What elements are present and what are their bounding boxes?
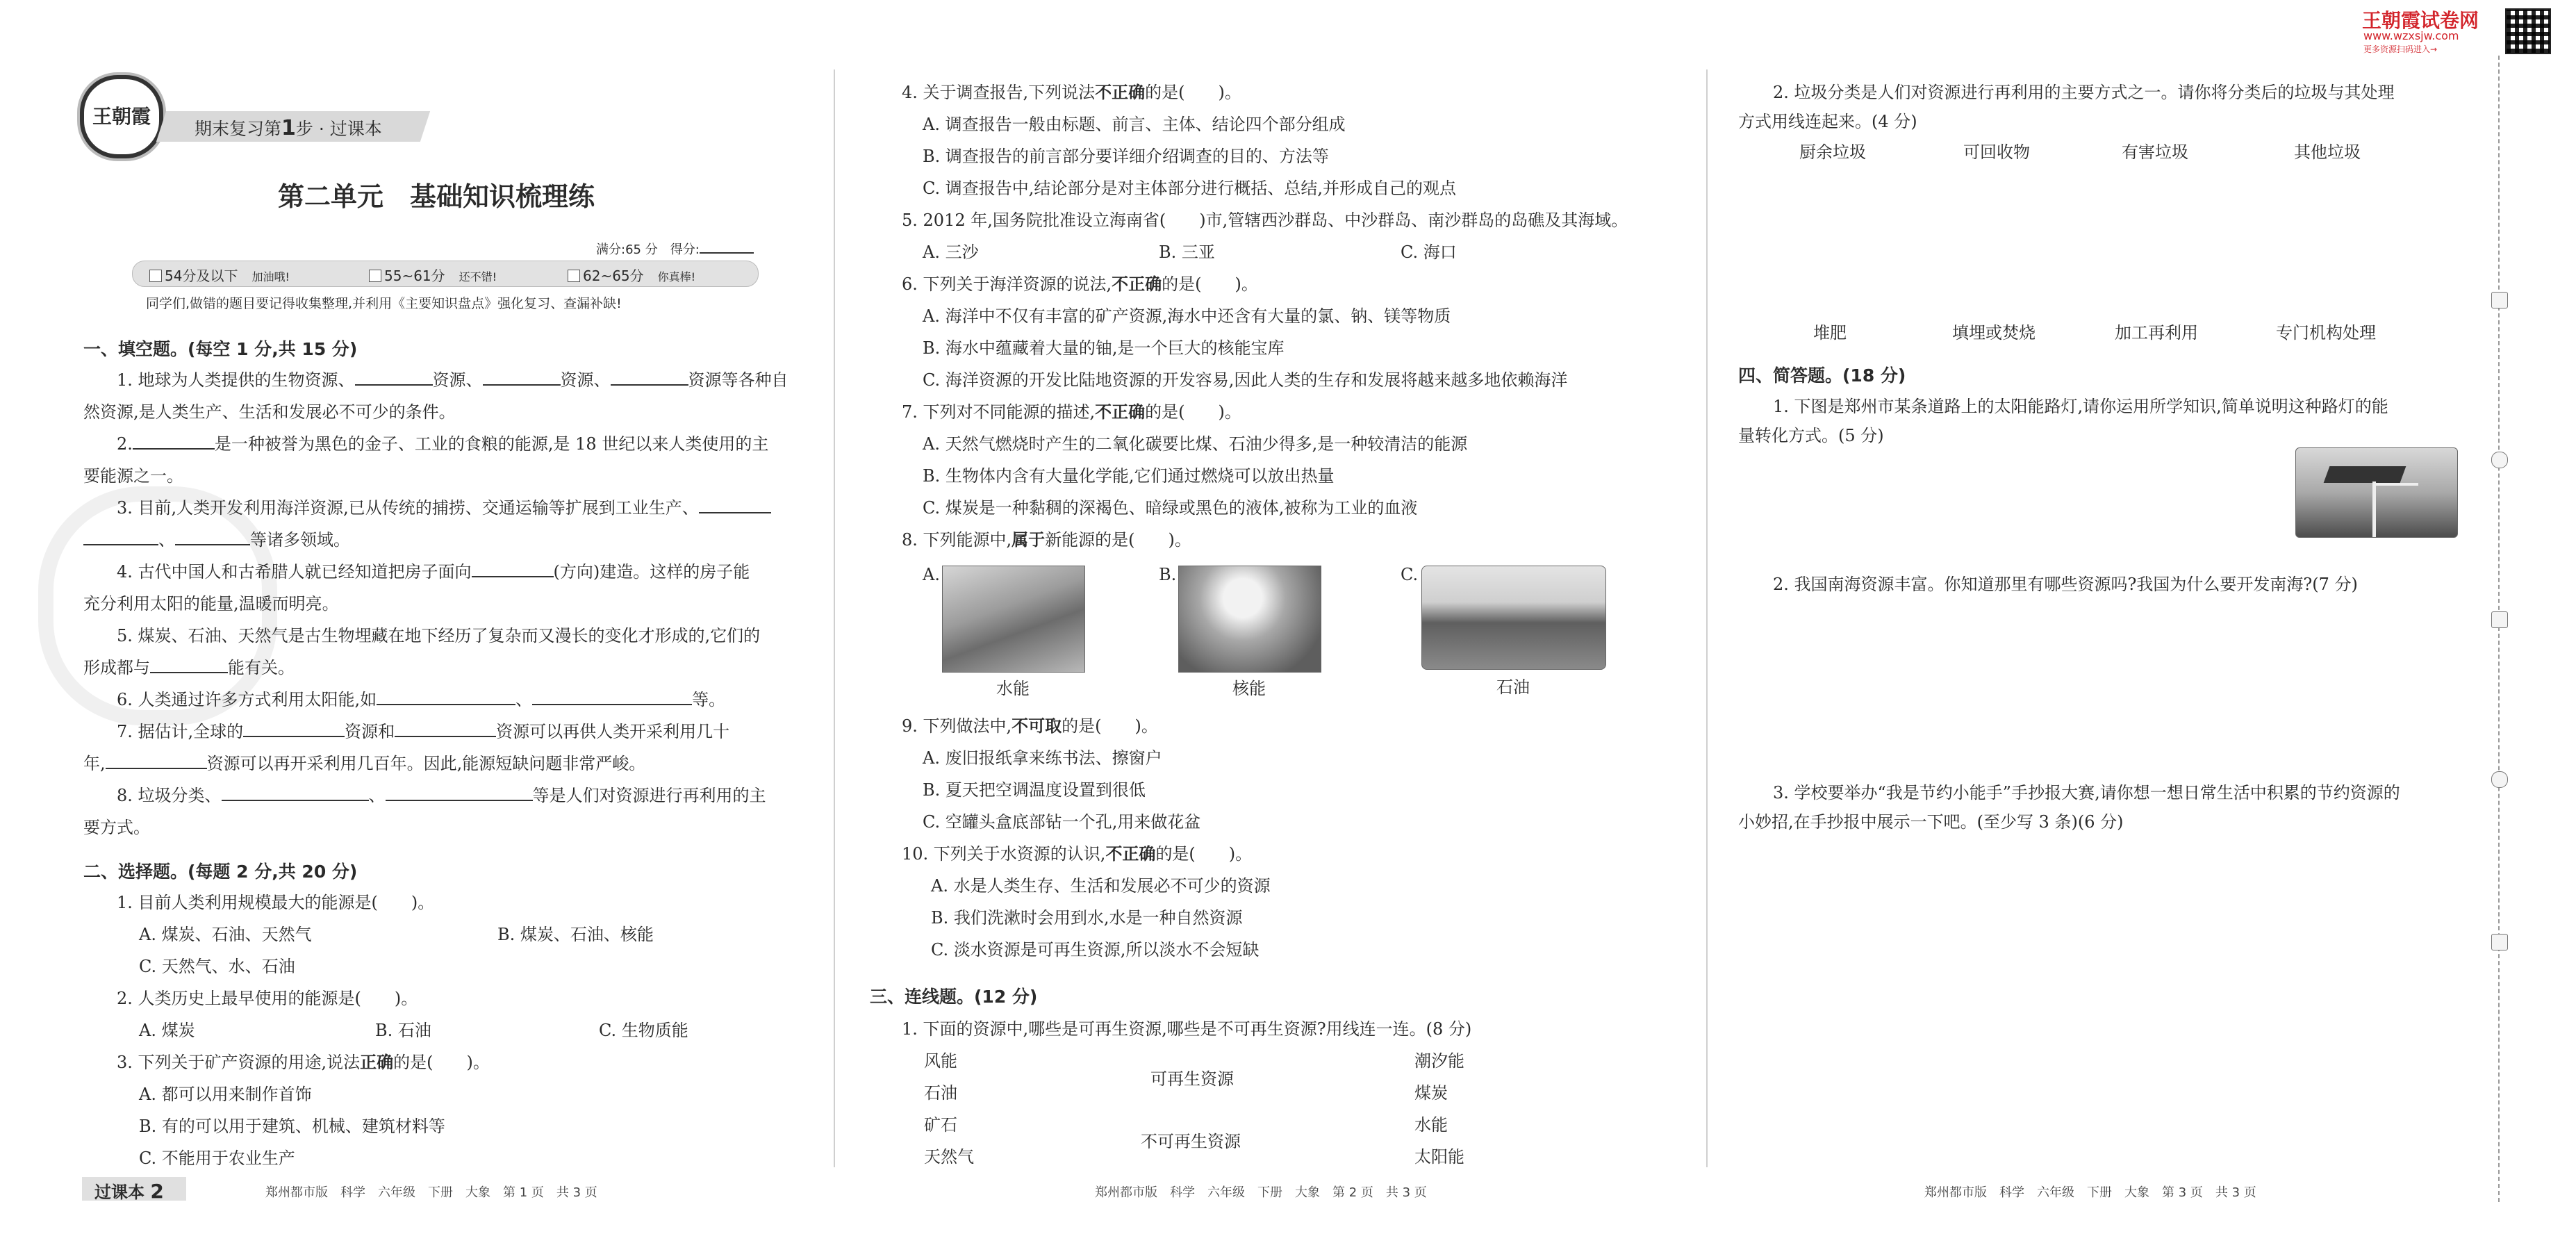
- review-banner-text: 期末复习第1步 · 过课本: [195, 116, 382, 140]
- fill-q2-line1: 2. 是一种被誉为黑色的金子、工业的食粮的能源,是 18 世纪以来人类使用的主: [117, 434, 769, 454]
- treatment-1[interactable]: 堆肥: [1813, 323, 1847, 343]
- page-divider-2: [1706, 69, 1708, 1167]
- choice-q2-c[interactable]: C. 生物质能: [599, 1021, 688, 1040]
- page1-footer-label: 过课本 2: [94, 1180, 164, 1203]
- page2-footer: 郑州都市版 科学 六年级 下册 大象 第 2 页 共 3 页: [1095, 1185, 1427, 1200]
- match-right-3[interactable]: 水能: [1414, 1115, 1448, 1135]
- choice-q3-a[interactable]: A. 都可以用来制作首饰: [139, 1085, 312, 1104]
- choice-q2-b[interactable]: B. 石油: [375, 1021, 431, 1040]
- full-score: 满分:65 分 得分:: [596, 240, 754, 258]
- match-right-4[interactable]: 太阳能: [1414, 1147, 1464, 1167]
- page3-footer: 郑州都市版 科学 六年级 下册 大象 第 3 页 共 3 页: [1924, 1185, 2256, 1200]
- choice-q4: 4. 关于调查报告,下列说法不正确的是( )。: [902, 82, 1241, 102]
- brand-tagline: 更多资源扫码进入→: [2363, 44, 2438, 54]
- score-level-3[interactable]: 62~65分 你真棒!: [568, 265, 695, 285]
- choice-q9-a[interactable]: A. 废旧报纸拿来练书法、擦窗户: [923, 748, 1162, 768]
- waste-type-2[interactable]: 可回收物: [1963, 142, 2030, 162]
- short-q1-line2: 量转化方式。(5 分): [1738, 426, 1884, 445]
- choice-q1-c[interactable]: C. 天然气、水、石油: [139, 957, 295, 976]
- binding-dashed-line: [2498, 56, 2500, 1202]
- match-left-2[interactable]: 石油: [924, 1083, 957, 1103]
- binding-marker-5-icon: [2491, 934, 2508, 950]
- binding-marker-2-icon: [2491, 452, 2508, 468]
- fill-q7-line1: 7. 据估计,全球的 资源和 资源可以再供人类开采利用几十: [117, 722, 730, 741]
- choice-q7-a[interactable]: A. 天然气燃烧时产生的二氧化碳要比煤、石油少得多,是一种较清洁的能源: [923, 434, 1468, 454]
- match-right-1[interactable]: 潮汐能: [1414, 1051, 1464, 1071]
- binding-marker-3-icon: [2491, 611, 2508, 628]
- choice-q8-b-label[interactable]: B.: [1159, 565, 1177, 584]
- choice-q3-b[interactable]: B. 有的可以用于建筑、机械、建筑材料等: [139, 1117, 445, 1136]
- match-left-3[interactable]: 矿石: [924, 1115, 957, 1135]
- fill-q1-line1: 1. 地球为人类提供的生物资源、 资源、 资源、 资源等各种自: [117, 370, 789, 390]
- choice-q8-a-label[interactable]: A.: [923, 565, 940, 584]
- fill-q2-line2: 要能源之一。: [83, 466, 183, 486]
- fill-q1-line2: 然资源,是人类生产、生活和发展必不可少的条件。: [83, 402, 456, 422]
- fill-q4-line1: 4. 古代中国人和古希腊人就已经知道把房子面向 (方向)建造。这样的房子能: [117, 562, 750, 582]
- match-q2-line1: 2. 垃圾分类是人们对资源进行再利用的主要方式之一。请你将分类后的垃圾与其处理: [1773, 83, 2395, 102]
- section-1-title: 一、填空题。(每空 1 分,共 15 分): [83, 339, 358, 359]
- score-level-2[interactable]: 55~61分 还不错!: [369, 265, 497, 285]
- choice-q7-b[interactable]: B. 生物体内含有大量化学能,它们通过燃烧可以放出热量: [923, 466, 1335, 486]
- treatment-3[interactable]: 加工再利用: [2115, 323, 2198, 343]
- fill-q4-line2: 充分利用太阳的能量,温暖而明亮。: [83, 594, 339, 614]
- choice-q5-c[interactable]: C. 海口: [1401, 242, 1457, 262]
- match-left-4[interactable]: 天然气: [924, 1147, 974, 1167]
- choice-q6-b[interactable]: B. 海水中蕴藏着大量的铀,是一个巨大的核能宝库: [923, 338, 1285, 358]
- hydropower-photo: [942, 566, 1085, 673]
- choice-q6: 6. 下列关于海洋资源的说法,不正确的是( )。: [902, 274, 1258, 294]
- match-right-2[interactable]: 煤炭: [1414, 1083, 1448, 1103]
- choice-q9: 9. 下列做法中,不可取的是( )。: [902, 716, 1158, 736]
- choice-q8: 8. 下列能源中,属于新能源的是( )。: [902, 529, 1191, 550]
- brand-name: 王朝霞试卷网: [2362, 9, 2479, 32]
- fill-q6: 6. 人类通过许多方式利用太阳能,如 、 等。: [117, 690, 726, 709]
- seal-logo: [80, 75, 163, 158]
- choice-q8-c-caption: 石油: [1496, 677, 1530, 697]
- section-4-title: 四、简答题。(18 分): [1738, 365, 1906, 386]
- choice-q2-a[interactable]: A. 煤炭: [139, 1021, 195, 1040]
- choice-q9-c[interactable]: C. 空罐头盒底部钻一个孔,用来做花盆: [923, 812, 1201, 832]
- fill-q5-line2: 形成都与 能有关。: [83, 658, 295, 677]
- choice-q3-c[interactable]: C. 不能用于农业生产: [139, 1149, 295, 1168]
- choice-q8-a-caption: 水能: [996, 679, 1030, 698]
- choice-q1: 1. 目前人类利用规模最大的能源是( )。: [117, 893, 435, 912]
- choice-q10-b[interactable]: B. 我们洗漱时会用到水,水是一种自然资源: [931, 908, 1243, 928]
- short-q2: 2. 我国南海资源丰富。你知道那里有哪些资源吗?我国为什么要开发南海?(7 分): [1773, 575, 2358, 594]
- fill-q3-line1: 3. 目前,人类开发利用海洋资源,已从传统的捕捞、交通运输等扩展到工业生产、: [117, 497, 771, 518]
- choice-q9-b[interactable]: B. 夏天把空调温度设置到很低: [923, 780, 1146, 800]
- choice-q5-b[interactable]: B. 三亚: [1159, 242, 1215, 262]
- match-q1: 1. 下面的资源中,哪些是可再生资源,哪些是不可再生资源?用线连一连。(8 分): [902, 1019, 1472, 1039]
- match-middle-renewable[interactable]: 可再生资源: [1150, 1069, 1234, 1089]
- match-middle-nonrenewable[interactable]: 不可再生资源: [1141, 1132, 1241, 1151]
- short-q1-line1: 1. 下图是郑州市某条道路上的太阳能路灯,请你运用所学知识,简单说明这种路灯的能: [1773, 397, 2388, 416]
- choice-q5-a[interactable]: A. 三沙: [923, 242, 979, 262]
- waste-type-3[interactable]: 有害垃圾: [2122, 142, 2188, 162]
- score-level-1[interactable]: 54分及以下 加油哦!: [149, 265, 290, 285]
- short-q3-line2: 小妙招,在手抄报中展示一下吧。(至少写 3 条)(6 分): [1738, 812, 2124, 832]
- choice-q10: 10. 下列关于水资源的认识,不正确的是( )。: [902, 843, 1253, 864]
- match-left-1[interactable]: 风能: [924, 1051, 957, 1071]
- choice-q4-b[interactable]: B. 调查报告的前言部分要详细介绍调查的目的、方法等: [923, 147, 1329, 166]
- nuclear-plant-photo: [1178, 566, 1321, 673]
- match-q2-line2: 方式用线连起来。(4 分): [1738, 112, 1917, 131]
- seal-text: 王朝霞: [92, 105, 151, 128]
- oil-platform-photo: [1421, 566, 1606, 670]
- choice-q7-c[interactable]: C. 煤炭是一种黏稠的深褐色、暗绿或黑色的液体,被称为工业的血液: [923, 498, 1418, 518]
- page-title: 第二单元 基础知识梳理练: [278, 181, 595, 212]
- treatment-4[interactable]: 专门机构处理: [2276, 323, 2376, 343]
- choice-q10-a[interactable]: A. 水是人类生存、生活和发展必不可少的资源: [931, 876, 1271, 896]
- fill-q8-line2: 要方式。: [83, 818, 150, 837]
- treatment-2[interactable]: 填埋或焚烧: [1952, 323, 2036, 343]
- tip-line: 同学们,做错的题目要记得收集整理,并利用《主要知识盘点》强化复习、查漏补缺!: [146, 296, 622, 311]
- choice-q2: 2. 人类历史上最早使用的能源是( )。: [117, 989, 418, 1008]
- section-3-title: 三、连线题。(12 分): [870, 987, 1038, 1007]
- choice-q6-a[interactable]: A. 海洋中不仅有丰富的矿产资源,海水中还含有大量的氯、钠、镁等物质: [923, 306, 1451, 326]
- choice-q4-c[interactable]: C. 调查报告中,结论部分是对主体部分进行概括、总结,并形成自己的观点: [923, 179, 1457, 198]
- fill-q5-line1: 5. 煤炭、石油、天然气是古生物埋藏在地下经历了复杂而又漫长的变化才形成的,它们的: [117, 626, 761, 645]
- choice-q1-b[interactable]: B. 煤炭、石油、核能: [497, 925, 654, 944]
- solar-streetlight-photo: [2295, 447, 2458, 538]
- page1-footer: 郑州都市版 科学 六年级 下册 大象 第 1 页 共 3 页: [265, 1185, 597, 1200]
- short-q3-line1: 3. 学校要举办“我是节约小能手”手抄报大赛,请你想一想日常生活中积累的节约资源的: [1773, 783, 2400, 802]
- page-divider-1: [834, 69, 835, 1167]
- qr-code-icon[interactable]: [2505, 8, 2551, 54]
- choice-q4-a[interactable]: A. 调查报告一般由标题、前言、主体、结论四个部分组成: [923, 115, 1346, 134]
- choice-q8-c-label[interactable]: C.: [1401, 565, 1419, 584]
- brand-block: [2362, 6, 2501, 54]
- score-level-bar: [132, 261, 759, 287]
- binding-marker-4-icon: [2491, 771, 2508, 788]
- waste-type-4[interactable]: 其他垃圾: [2294, 142, 2361, 162]
- brand-url[interactable]: www.wzxsjw.com: [2363, 29, 2459, 42]
- binding-marker-1-icon: [2491, 292, 2508, 308]
- choice-q8-b-caption: 核能: [1232, 679, 1266, 698]
- waste-type-1[interactable]: 厨余垃圾: [1799, 142, 1866, 162]
- fill-q7-line2: 年, 资源可以再开采利用几百年。因此,能源短缺问题非常严峻。: [83, 754, 646, 773]
- choice-q5: 5. 2012 年,国务院批准设立海南省( )市,管辖西沙群岛、中沙群岛、南沙群岛的岛礁及其海域。: [902, 211, 1628, 230]
- choice-q6-c[interactable]: C. 海洋资源的开发比陆地资源的开发容易,因此人类的生存和发展将越来越多地依赖海洋: [923, 370, 1568, 390]
- choice-q3: 3. 下列关于矿产资源的用途,说法正确的是( )。: [117, 1052, 490, 1072]
- section-2-title: 二、选择题。(每题 2 分,共 20 分): [83, 862, 358, 882]
- fill-q3-line2: 、 等诸多领域。: [83, 529, 350, 550]
- fill-q8-line1: 8. 垃圾分类、 、 等是人们对资源进行再利用的主: [117, 786, 766, 805]
- choice-q1-a[interactable]: A. 煤炭、石油、天然气: [139, 925, 312, 944]
- choice-q7: 7. 下列对不同能源的描述,不正确的是( )。: [902, 402, 1241, 422]
- choice-q10-c[interactable]: C. 淡水资源是可再生资源,所以淡水不会短缺: [931, 940, 1260, 960]
